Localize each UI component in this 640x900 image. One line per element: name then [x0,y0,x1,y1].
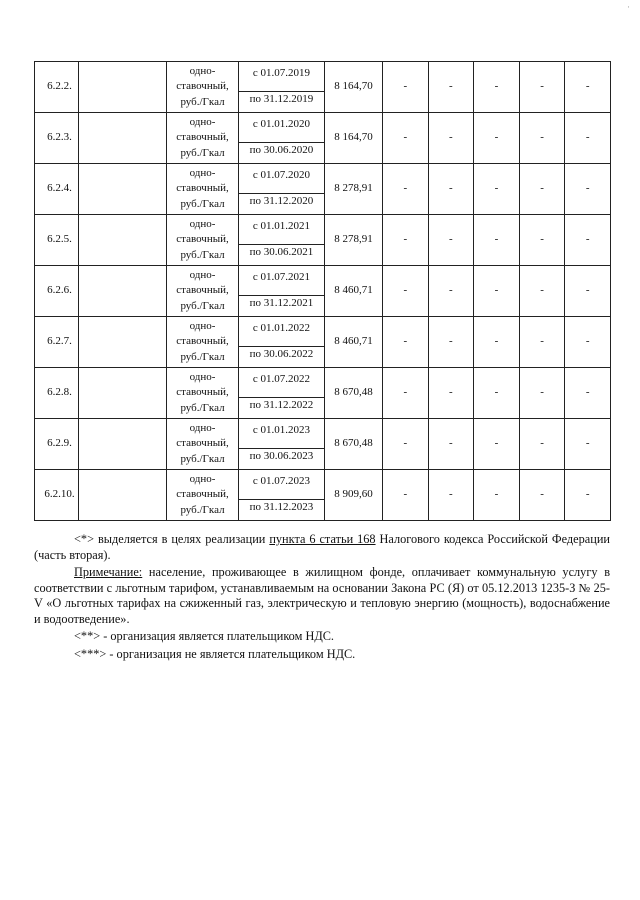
empty-dash-cell: - [383,419,429,470]
row-number-cell: 6.2.2. [35,62,79,113]
table-row [35,164,611,215]
empty-dash-cell: - [474,470,520,521]
footnote-star1 [34,532,610,563]
tariff-type-line: ставочный, [176,386,229,399]
empty-dash-cell: - [519,317,565,368]
period-from: с 01.01.2021 [252,220,311,233]
blank-cell [79,419,167,470]
tariff-type-line: руб./Гкал [180,351,225,363]
period-from: с 01.07.2021 [252,271,311,284]
row-number-cell: 6.2.9. [35,419,79,470]
tariff-type-cell [167,62,239,113]
remark-paragraph [34,565,610,627]
blank-cell [79,164,167,215]
row-number-cell: 6.2.5. [35,215,79,266]
empty-dash-cell: - [474,266,520,317]
footnote-star1-marker: <*> [74,532,95,546]
blank-cell [79,470,167,521]
tariff-type-line: руб./Гкал [180,198,225,210]
tariff-type-line: руб./Гкал [180,300,225,312]
row-number-cell: 6.2.4. [35,164,79,215]
table-row [35,419,611,470]
empty-dash-cell: - [565,317,611,368]
empty-dash-cell: - [565,419,611,470]
tariff-type-line: руб./Гкал [180,96,225,108]
period-to: по 31.12.2020 [239,193,324,214]
tariff-type-line: ставочный, [176,335,229,348]
empty-dash-cell: - [428,164,474,215]
table-row [35,215,611,266]
empty-dash-cell: - [519,419,565,470]
tariff-type-line: руб./Гкал [180,504,225,516]
period-to: по 30.06.2022 [239,346,324,367]
period-from: с 01.01.2022 [252,322,311,335]
tariff-type-line: руб./Гкал [180,147,225,159]
tariff-value-cell: 8 164,70 [325,62,383,113]
tariff-type-line: одно- [189,268,216,281]
tariff-type-line: одно- [189,319,216,332]
empty-dash-cell: - [428,62,474,113]
tariff-type-line: ставочный, [176,131,229,144]
empty-dash-cell: - [383,113,429,164]
tariff-type-line: одно- [189,64,216,77]
blank-cell [79,113,167,164]
empty-dash-cell: - [383,368,429,419]
tariff-value-cell: 8 460,71 [325,317,383,368]
remark-label: Примечание: [74,565,143,579]
empty-dash-cell: - [383,215,429,266]
tariff-type-line: одно- [189,217,216,230]
tariff-type-cell [167,470,239,521]
empty-dash-cell: - [474,419,520,470]
empty-dash-cell: - [519,62,565,113]
empty-dash-cell: - [565,113,611,164]
tariff-value-cell: 8 278,91 [325,215,383,266]
empty-dash-cell: - [428,215,474,266]
tariff-type-line: ставочный, [176,182,229,195]
tariff-type-line: ставочный, [176,437,229,450]
row-number-cell: 6.2.7. [35,317,79,368]
table-row [35,317,611,368]
tariff-type-cell [167,266,239,317]
tariff-type-cell [167,317,239,368]
row-number-cell: 6.2.10. [35,470,79,521]
period-from: с 01.07.2023 [252,475,311,488]
table-row [35,470,611,521]
empty-dash-cell: - [474,164,520,215]
period-to: по 31.12.2023 [239,499,324,520]
tariff-value-cell: 8 670,48 [325,368,383,419]
period-cell [239,113,325,164]
empty-dash-cell: - [565,62,611,113]
empty-dash-cell: - [565,470,611,521]
empty-dash-cell: - [474,113,520,164]
footnote-star1-text-a: выделяется в целях реализации [94,532,270,546]
blank-cell [79,266,167,317]
empty-dash-cell: - [519,368,565,419]
period-to: по 30.06.2021 [239,244,324,265]
blank-cell [79,317,167,368]
tariff-type-cell [167,215,239,266]
tariff-value-cell: 8 909,60 [325,470,383,521]
tariff-type-line: одно- [189,472,216,485]
empty-dash-cell: - [428,266,474,317]
table-row [35,368,611,419]
empty-dash-cell: - [383,470,429,521]
tariff-table-body [35,62,611,521]
empty-dash-cell: - [383,266,429,317]
period-cell [239,266,325,317]
remark-text: население, проживающее в жилищном фонде, оплачивает коммунальную услугу в соответствии с льготным тарифом, устанавливаемым на основании Закона РС (Я) от 05.12.2013 1235-З № 25-V «О льготных тарифах на сжиженный газ, электрическую и тепловую энергию (мощность), водоснабжение и водоотведение». [34,565,610,626]
empty-dash-cell: - [474,62,520,113]
tariff-type-line: одно- [189,370,216,383]
period-cell [239,317,325,368]
footnote-star2: <**> - организация является плательщиком НДС. [74,629,334,643]
empty-dash-cell: - [519,215,565,266]
blank-cell [79,368,167,419]
tariff-type-line: одно- [189,166,216,179]
tariff-type-cell [167,368,239,419]
period-to: по 31.12.2019 [239,91,324,112]
empty-dash-cell: - [565,266,611,317]
empty-dash-cell: - [428,470,474,521]
tariff-value-cell: 8 278,91 [325,164,383,215]
tariff-value-cell: 8 164,70 [325,113,383,164]
empty-dash-cell: - [565,215,611,266]
tariff-type-line: руб./Гкал [180,402,225,414]
period-from: с 01.07.2019 [252,67,311,80]
period-cell [239,164,325,215]
row-number-cell: 6.2.3. [35,113,79,164]
empty-dash-cell: - [474,368,520,419]
tariff-type-cell [167,113,239,164]
empty-dash-cell: - [565,164,611,215]
empty-dash-cell: - [383,62,429,113]
empty-dash-cell: - [519,113,565,164]
empty-dash-cell: - [565,368,611,419]
table-row [35,113,611,164]
tariff-type-cell [167,164,239,215]
tariff-type-line: руб./Гкал [180,453,225,465]
tariff-type-line: одно- [189,421,216,434]
footnote-star3: <***> - организация не является плательщиком НДС. [74,646,356,661]
empty-dash-cell: - [428,368,474,419]
page-corner-mark: · [627,2,630,12]
empty-dash-cell: - [428,419,474,470]
empty-dash-cell: - [519,266,565,317]
period-from: с 01.01.2023 [252,424,311,437]
period-to: по 31.12.2021 [239,295,324,316]
period-from: с 01.07.2020 [252,169,311,182]
empty-dash-cell: - [383,164,429,215]
empty-dash-cell: - [428,113,474,164]
tariff-type-line: одно- [189,115,216,128]
period-from: с 01.07.2022 [252,373,311,386]
tariff-value-cell: 8 460,71 [325,266,383,317]
period-from: с 01.01.2020 [252,118,311,131]
tariff-type-line: ставочный, [176,284,229,297]
tax-code-article-link[interactable]: пункта 6 статьи 168 [269,532,376,546]
tariff-type-line: руб./Гкал [180,249,225,261]
tariff-table [34,61,611,521]
table-row [35,62,611,113]
row-number-cell: 6.2.8. [35,368,79,419]
period-cell [239,215,325,266]
footnotes [34,532,610,664]
period-cell [239,470,325,521]
period-cell [239,419,325,470]
empty-dash-cell: - [474,317,520,368]
table-row [35,266,611,317]
period-cell [239,62,325,113]
blank-cell [79,215,167,266]
tariff-value-cell: 8 670,48 [325,419,383,470]
row-number-cell: 6.2.6. [35,266,79,317]
empty-dash-cell: - [428,317,474,368]
empty-dash-cell: - [519,470,565,521]
tariff-type-line: ставочный, [176,488,229,501]
tariff-type-cell [167,419,239,470]
tariff-type-line: ставочный, [176,80,229,93]
tariff-type-line: ставочный, [176,233,229,246]
period-to: по 30.06.2020 [239,142,324,163]
period-cell [239,368,325,419]
blank-cell [79,62,167,113]
empty-dash-cell: - [383,317,429,368]
empty-dash-cell: - [474,215,520,266]
footnote-star1-text-b: Налогового кодекса Российской Федерации (часть вторая). [34,532,610,562]
period-to: по 30.06.2023 [239,448,324,469]
empty-dash-cell: - [519,164,565,215]
period-to: по 31.12.2022 [239,397,324,418]
